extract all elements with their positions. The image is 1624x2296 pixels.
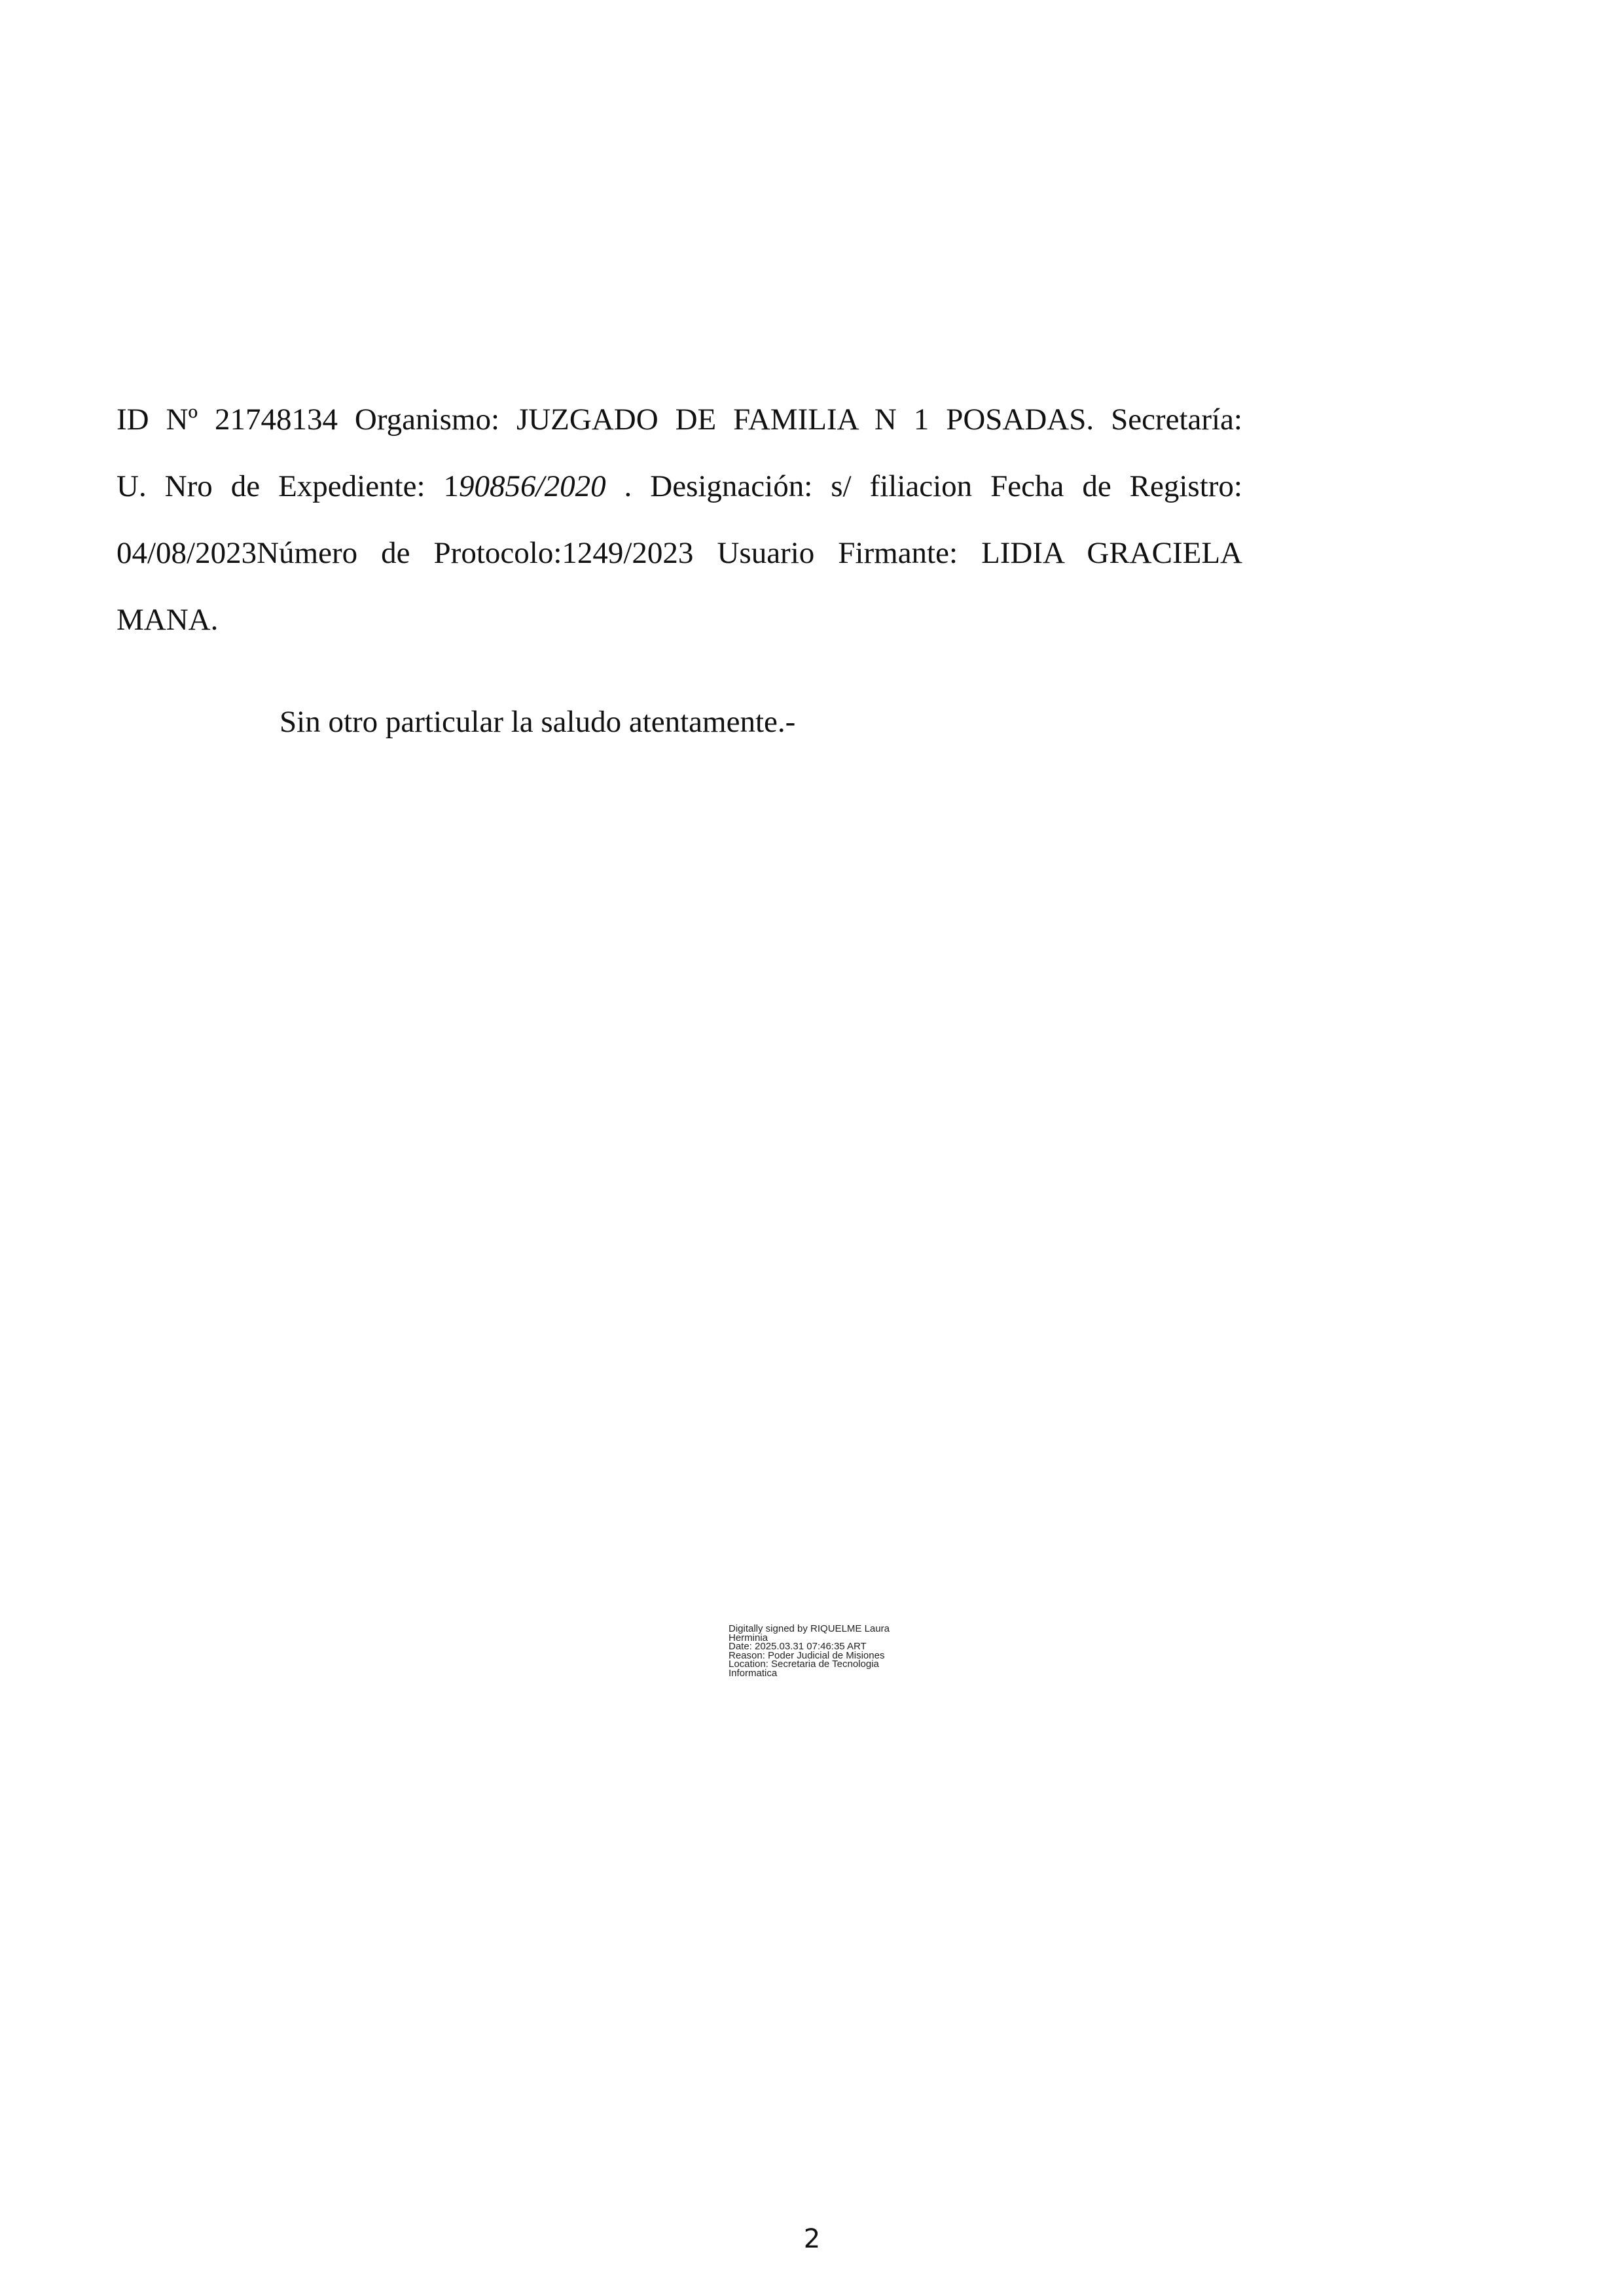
signature-reason: Reason: Poder Judicial de Misiones [729, 1649, 885, 1661]
digital-signature-stamp [729, 1624, 890, 1677]
paragraph-line-4: MANA. [117, 603, 219, 637]
page-number: 2 [803, 2224, 821, 2254]
paragraph-line-3: 04/08/2023Número de Protocolo:1249/2023 Usuario Firmante: LIDIA GRACIELA [117, 536, 1242, 570]
signature-location: Location: Secretaria de Tecnologia [729, 1659, 879, 1670]
paragraph-line-1: ID Nº 21748134 Organismo: JUZGADO DE FAMILIA N 1 POSADAS. Secretaría: [117, 403, 1242, 437]
designacion-text: . Designación: s/ filiacion Fecha de Registro: [605, 469, 1242, 503]
closing-salutation: Sin otro particular la saludo atentamente.- [280, 705, 796, 739]
signature-signer-cont: Herminia [729, 1632, 768, 1643]
signature-signer: Digitally signed by RIQUELME Laura [729, 1623, 890, 1634]
paragraph-line-2 [117, 453, 1242, 520]
expediente-prefix: U. Nro de Expediente: 1 [117, 469, 460, 503]
record-paragraph [117, 386, 1242, 653]
signature-date: Date: 2025.03.31 07:46:35 ART [729, 1641, 867, 1652]
expediente-number: 90856/2020 [459, 469, 606, 503]
signature-location-cont: Informatica [729, 1667, 778, 1679]
